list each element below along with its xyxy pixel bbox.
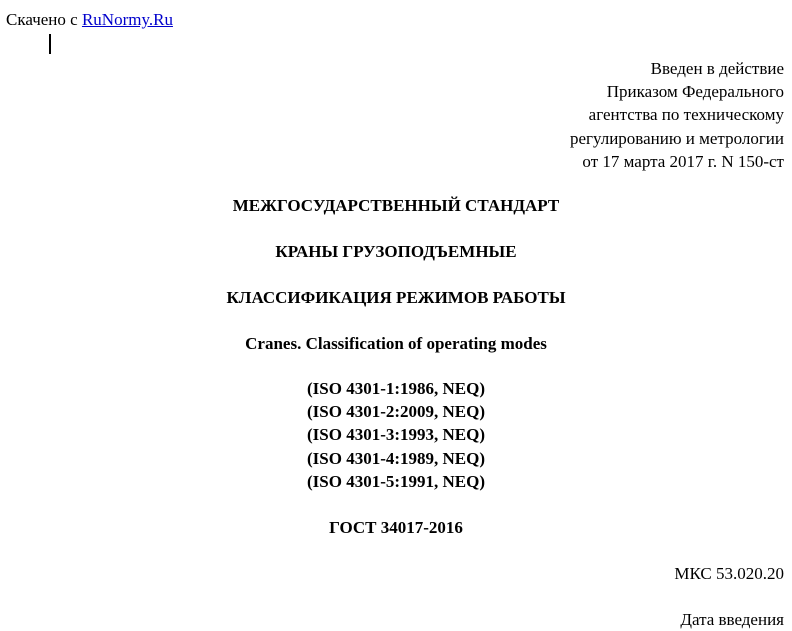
iso-reference: (ISO 4301-3:1993, NEQ) xyxy=(306,425,486,445)
iso-reference: (ISO 4301-2:2009, NEQ) xyxy=(306,402,486,422)
enactment-line: агентства по техническому xyxy=(588,105,784,125)
iso-reference-list xyxy=(0,377,792,493)
introduction-date-label: Дата введения xyxy=(680,610,784,629)
title-english-heading: Cranes. Classification of operating modes xyxy=(245,334,547,353)
enactment-line: регулированию и метрологии xyxy=(569,128,784,148)
enactment-block xyxy=(570,57,784,173)
source-line xyxy=(6,10,173,30)
text-cursor xyxy=(49,34,51,54)
enactment-line: Введен в действие xyxy=(650,59,784,78)
iso-reference: (ISO 4301-1:1986, NEQ) xyxy=(306,379,486,398)
standard-type-heading: МЕЖГОСУДАРСТВЕННЫЙ СТАНДАРТ xyxy=(232,196,560,215)
title-main-heading: КРАНЫ ГРУЗОПОДЪЕМНЫЕ xyxy=(275,242,517,261)
source-prefix: Скачено с xyxy=(6,10,78,29)
runormy-link[interactable]: RuNormy.Ru xyxy=(81,10,173,29)
enactment-line: Приказом Федерального xyxy=(606,82,784,102)
enactment-line: от 17 марта 2017 г. N 150-ст xyxy=(582,151,784,171)
mks-code: МКС 53.020.20 xyxy=(674,564,784,583)
iso-reference: (ISO 4301-5:1991, NEQ) xyxy=(306,471,486,491)
title-sub-heading: КЛАССИФИКАЦИЯ РЕЖИМОВ РАБОТЫ xyxy=(226,288,566,307)
gost-number: ГОСТ 34017-2016 xyxy=(329,518,463,537)
iso-reference: (ISO 4301-4:1989, NEQ) xyxy=(306,448,486,468)
